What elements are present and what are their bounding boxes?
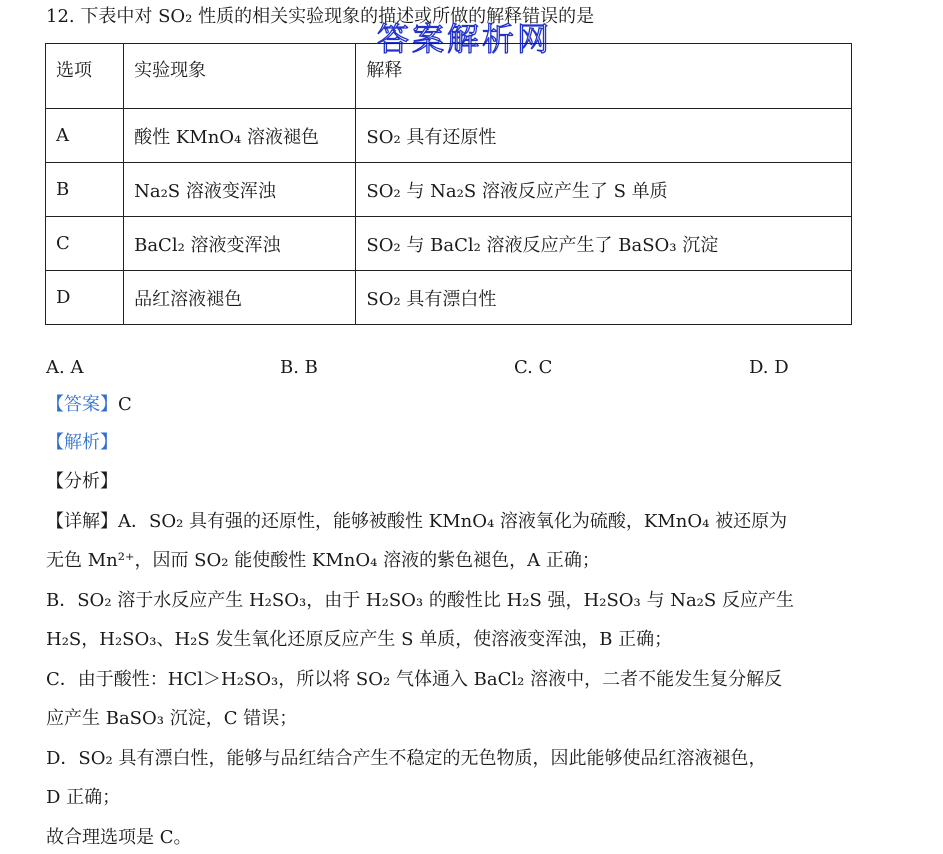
explanation-line: B．SO₂ 溶于水反应产生 H₂SO₃，由于 H₂SO₃ 的酸性比 H₂S 强，H₂SO₃ 与 Na₂S 反应产生 — [46, 590, 794, 611]
table-cell-option: C — [46, 217, 124, 271]
analysis-label: 【解析】 — [46, 432, 118, 453]
choice-b: B. B — [280, 357, 318, 378]
choice-c: C. C — [514, 357, 553, 378]
explanation-line: D．SO₂ 具有漂白性，能够与品红结合产生不稳定的无色物质，因此能够使品红溶液褪色， — [46, 748, 767, 769]
detail-label: 【详解】 — [46, 511, 118, 532]
table-cell-option: D — [46, 271, 124, 325]
table-cell-phenomenon: 酸性 KMnO₄ 溶液褪色 — [124, 109, 356, 163]
table-cell-phenomenon: Na₂S 溶液变浑浊 — [124, 163, 356, 217]
table-row — [46, 109, 852, 163]
table-header-cell: 解释 — [356, 44, 852, 109]
table-header-row — [46, 44, 852, 109]
explanation-text: A．SO₂ 具有强的还原性，能够被酸性 KMnO₄ 溶液氧化为硫酸，KMnO₄ 被还原为 — [118, 511, 788, 532]
table-cell-explanation: SO₂ 与 BaCl₂ 溶液反应产生了 BaSO₃ 沉淀 — [356, 217, 852, 271]
question-stem: 12. 下表中对 SO₂ 性质的相关实验现象的描述或所做的解释错误的是 — [46, 6, 595, 27]
detail-line-1 — [46, 511, 787, 533]
table-cell-phenomenon: 品红溶液褪色 — [124, 271, 356, 325]
choice-a: A. A — [46, 357, 84, 378]
table-cell-explanation: SO₂ 具有还原性 — [356, 109, 852, 163]
explanation-line: 无色 Mn²⁺，因而 SO₂ 能使酸性 KMnO₄ 溶液的紫色褪色，A 正确； — [46, 550, 600, 571]
answer-value: C — [118, 394, 132, 415]
table-cell-option: A — [46, 109, 124, 163]
experiment-table — [45, 43, 852, 325]
table-cell-option: B — [46, 163, 124, 217]
choice-d: D. D — [749, 357, 789, 378]
explanation-line: C．由于酸性：HCl＞H₂SO₃，所以将 SO₂ 气体通入 BaCl₂ 溶液中，二者不能发生复分解反 — [46, 669, 783, 690]
table-cell-explanation: SO₂ 与 Na₂S 溶液反应产生了 S 单质 — [356, 163, 852, 217]
table-header-cell: 选项 — [46, 44, 124, 109]
answer-line — [46, 394, 132, 416]
explanation-line: 故合理选项是 C。 — [46, 827, 192, 848]
watermark: 答案解析网 — [377, 20, 553, 58]
table-row — [46, 271, 852, 325]
answer-label: 【答案】 — [46, 394, 118, 415]
table-row — [46, 217, 852, 271]
table-row — [46, 163, 852, 217]
explanation-line: H₂S，H₂SO₃、H₂S 发生氧化还原反应产生 S 单质，使溶液变浑浊，B 正确； — [46, 629, 673, 650]
table-cell-phenomenon: BaCl₂ 溶液变浑浊 — [124, 217, 356, 271]
explanation-line: D 正确； — [46, 787, 121, 808]
explanation-line: 应产生 BaSO₃ 沉淀，C 错误； — [46, 708, 298, 729]
table-header-cell: 实验现象 — [124, 44, 356, 109]
table-cell-explanation: SO₂ 具有漂白性 — [356, 271, 852, 325]
fenxi-label: 【分析】 — [46, 471, 118, 492]
